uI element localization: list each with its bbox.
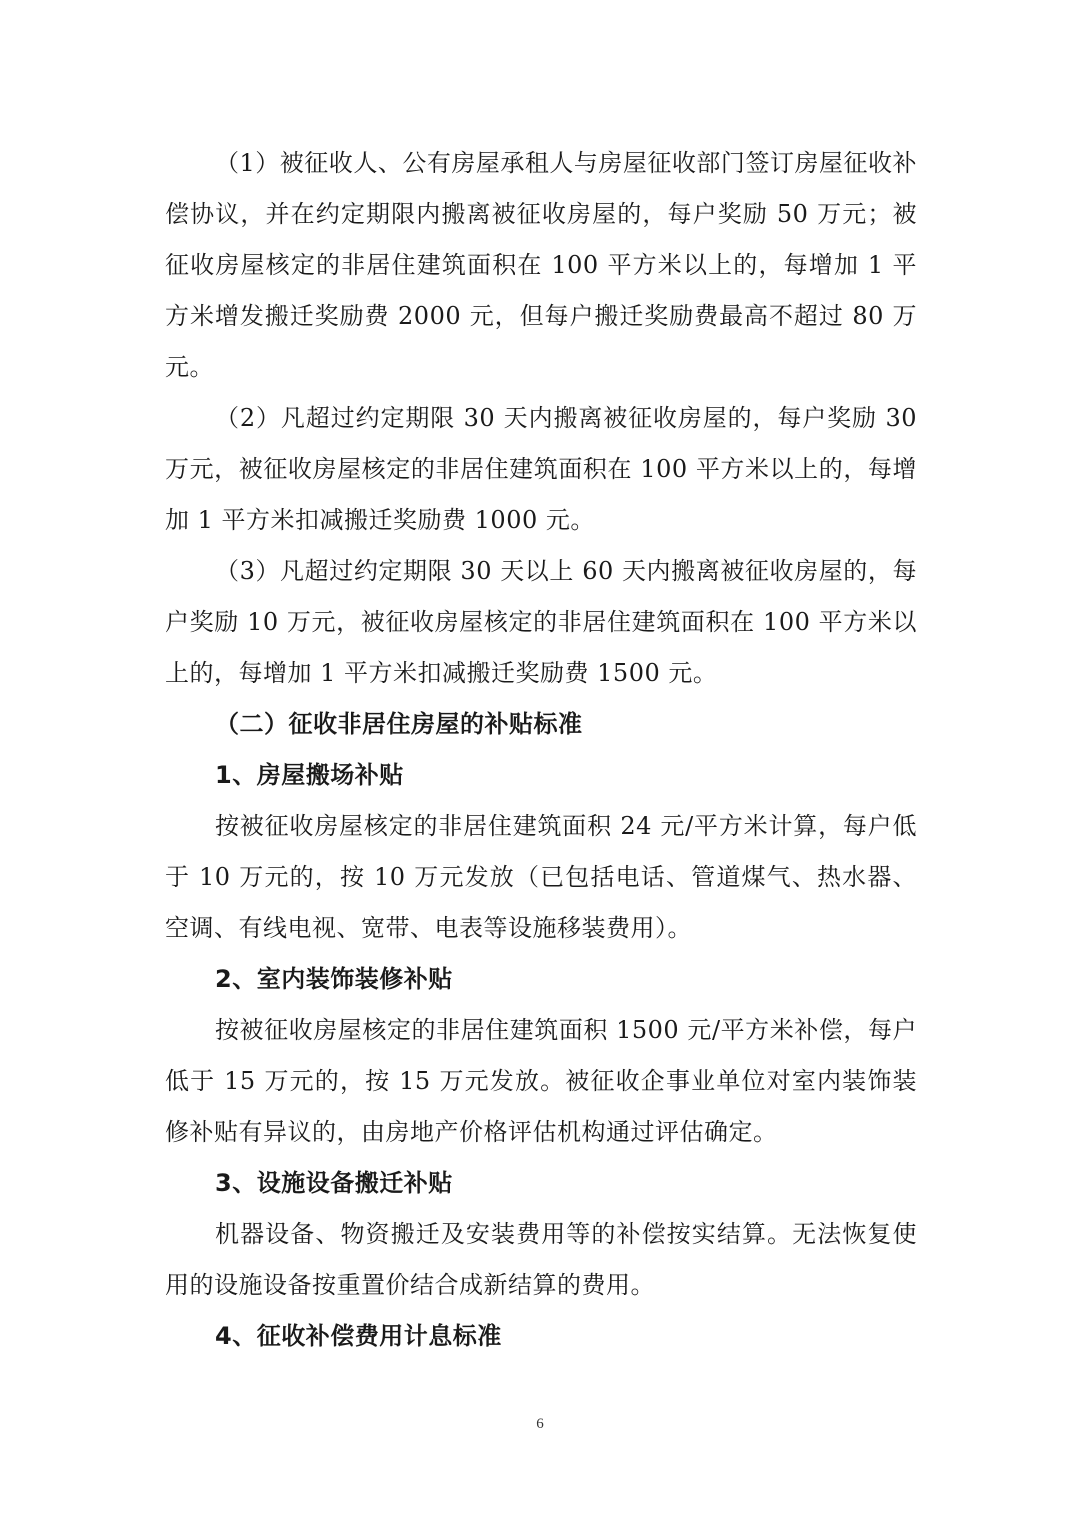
subheading-equipment-subsidy: 3、设施设备搬迁补贴 <box>215 1169 453 1197</box>
paragraph-moving-subsidy: 按被征收房屋核定的非居住建筑面积 24 元/平方米计算，每户低于 10 万元的，按 10 万元发放（已包括电话、管道煤气、热水器、空调、有线电视、宽带、电表等设施移装费用）。 <box>165 812 917 942</box>
paragraph-reward-2: （2）凡超过约定期限 30 天内搬离被征收房屋的，每户奖励 30 万元，被征收房屋核定的非居住建筑面积在 100 平方米以上的，每增加 1 平方米扣减搬迁奖励费 1000 元。 <box>165 404 917 534</box>
paragraph-decoration-subsidy: 按被征收房屋核定的非居住建筑面积 1500 元/平方米补偿，每户低于 15 万元的，按 15 万元发放。被征收企事业单位对室内装饰装修补贴有异议的，由房地产价格评估机构通过评估确定。 <box>165 1016 917 1146</box>
document-body <box>165 138 917 1362</box>
subheading-moving-subsidy: 1、房屋搬场补贴 <box>215 761 404 789</box>
paragraph-reward-3: （3）凡超过约定期限 30 天以上 60 天内搬离被征收房屋的，每户奖励 10 万元，被征收房屋核定的非居住建筑面积在 100 平方米以上的，每增加 1 平方米扣减搬迁奖励费 1500 元。 <box>165 557 917 687</box>
section-heading-subsidy-standard: （二）征收非居住房屋的补贴标准 <box>215 710 583 738</box>
paragraph-equipment-subsidy: 机器设备、物资搬迁及安装费用等的补偿按实结算。无法恢复使用的设施设备按重置价结合成新结算的费用。 <box>165 1220 917 1299</box>
page-number: 6 <box>536 1416 544 1432</box>
subheading-decoration-subsidy: 2、室内装饰装修补贴 <box>215 965 453 993</box>
subheading-interest-standard: 4、征收补偿费用计息标准 <box>215 1322 502 1350</box>
paragraph-reward-1: （1）被征收人、公有房屋承租人与房屋征收部门签订房屋征收补偿协议，并在约定期限内搬离被征收房屋的，每户奖励 50 万元；被征收房屋核定的非居住建筑面积在 100 平方米以上的，每增加 1 平方米增发搬迁奖励费 2000 元，但每户搬迁奖励费最高不超过 80 万元。 <box>165 149 917 381</box>
